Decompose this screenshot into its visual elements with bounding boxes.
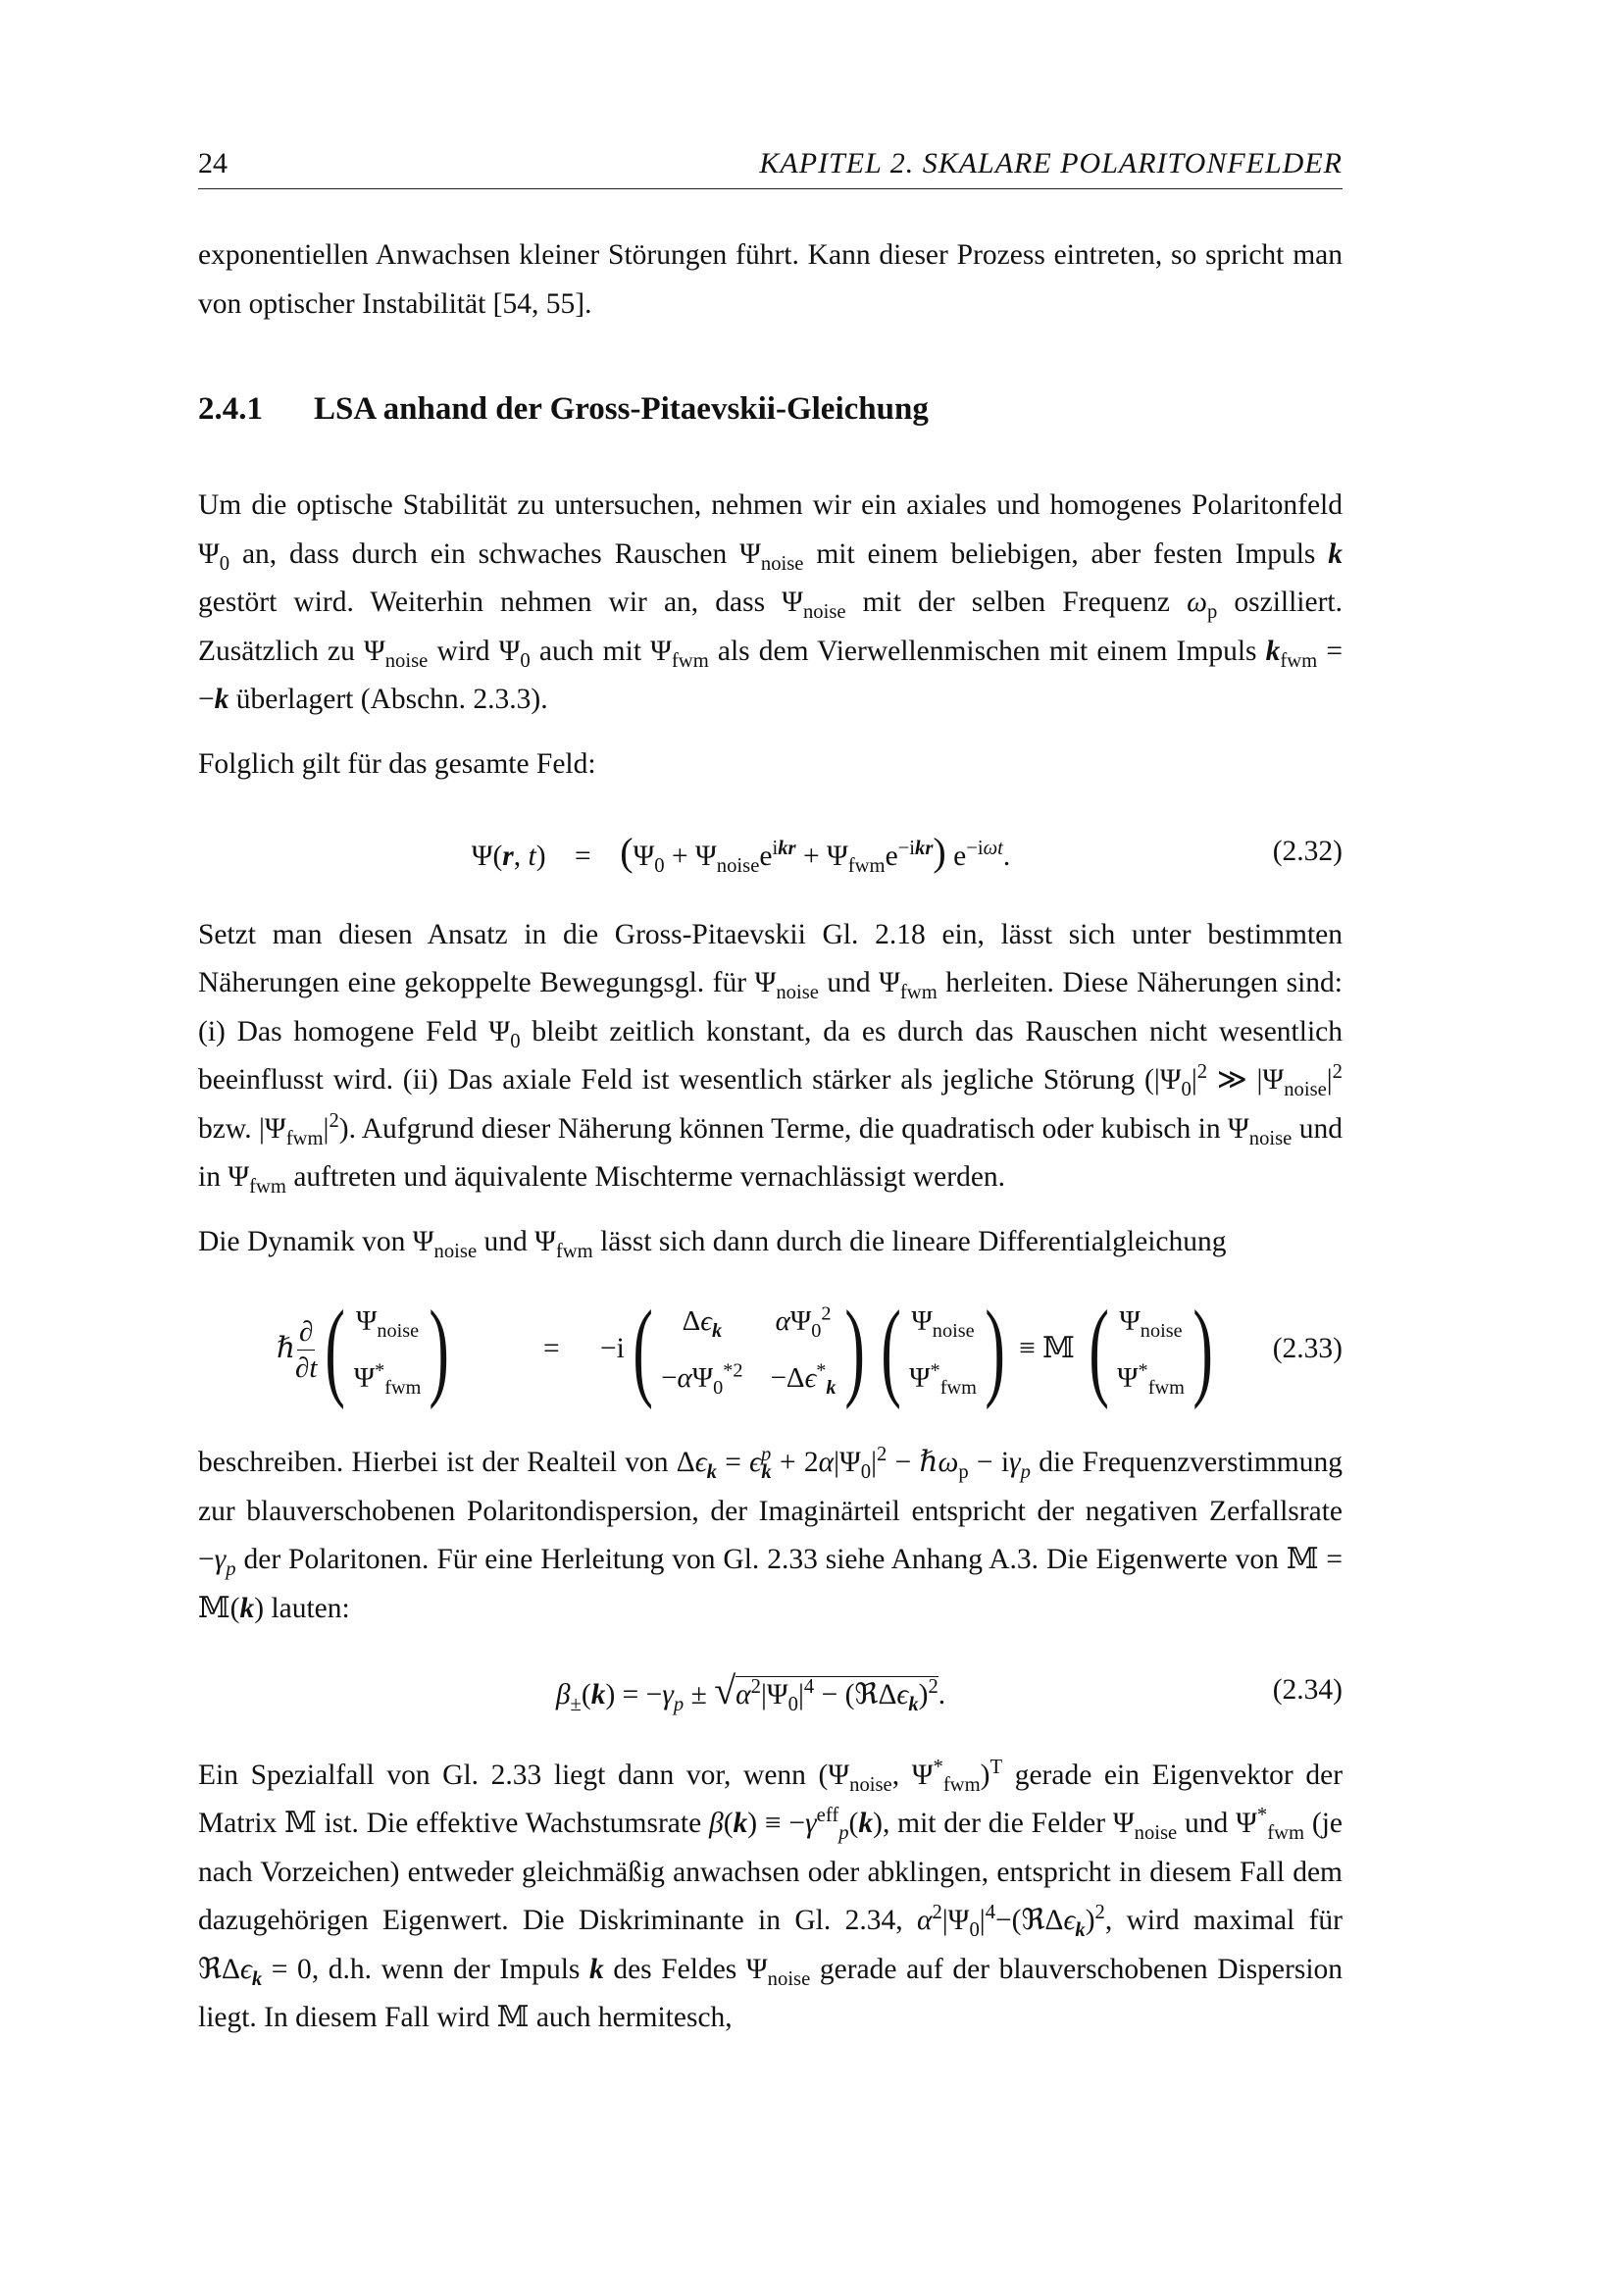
paragraph-5: beschreiben. Hierbei ist der Realteil von $\Delta\epsilon_k = \epsilon^p_k + 2\alpha|\Psi_0|^2$ − ℏω$_p$ − $i\gamma_p$ die Frequenzverstimmung zur blauverschobenen Polaritondispersion, der Imaginärteil entspricht der negativen Zerfallsrate $-\gamma_p$ der Polaritonen. Für eine Herleitung von Gl. 2.33 siehe Anhang A.3. Die Eigenwerte von 𝕄 = 𝕄(k) lauten:: [198, 1444, 1343, 1624]
equation-2-34: $\beta_\pm(k) = -\gamma_p \pm √\alpha^2|\Psi_0|^4$ − (ℜΔϵ$_k$)$^2$. (2.34): [555, 1668, 1343, 1715]
equation-number-2-32: (2.32): [1272, 836, 1343, 867]
intro-paragraph: exponentiellen Anwachsen kleiner Störungen führt. Kann dieser Prozess eintreten, so spricht man von optischer Instabilität [54, 55].: [198, 239, 1343, 320]
paragraph-4: Die Dynamik von $\Psi_{noise}$ und $\Psi_{fwm}$ lässt sich dann durch die lineare Differentialgleichung: [198, 1225, 1227, 1262]
section-title: LSA anhand der Gross-Pitaevskii-Gleichung: [314, 391, 929, 427]
paragraph-3: Setzt man diesen Ansatz in die Gross-Pitaevskii Gl. 2.18 ein, lässt sich unter bestimmten Näherungen eine gekoppelte Bewegungsgl. für $\Psi_{noise}$ und $\Psi_{fwm}$ herleiten. Diese Näherungen sind: (i) Das homogene Feld $\Psi_0$ bleibt zeitlich konstant, da es durch das Rauschen nicht wesentlich beeinflusst wird. (ii) Das axiale Feld ist wesentlich stärker als jegliche Störung ($|\Psi_0|^2$ ≫ $|\Psi_{noise}|^2$ bzw. $|\Psi_{fwm}|^2$). Aufgrund dieser Näherung können Terme, die quadratisch oder kubisch in $\Psi_{noise}$ und in $\Psi_{fwm}$ auftreten und äquivalente Mischterme vernachlässigt werden.: [198, 918, 1344, 1198]
body-text: [198, 231, 1343, 2043]
page-number: 24: [198, 147, 228, 179]
equation-2-33: ℏ $\frac{\partial}{\partial t}$ ( $\Psi_{noise}$ $\Psi^*_{fwm}$ ) = −i ( $\Delta\epsilon_k$ $\alpha\Psi_0^2$ $-\alpha\Psi_0^{*2}$ $-\Delta\epsilon^*_k$ ) ( $\Psi_{noise}$ $\Psi^*_{fwm}$ ) ≡ 𝕄 ( $\Psi_{noise}$ $\Psi^*_{fwm}$ ) (2.33): [277, 1289, 1343, 1410]
running-title: KAPITEL 2. SKALARE POLARITONFELDER: [759, 147, 1343, 179]
equation-number-2-34: (2.34): [1272, 1674, 1343, 1706]
equation-number-2-33: (2.33): [1272, 1333, 1343, 1365]
paragraph-6: Ein Spezialfall von Gl. 2.33 liegt dann vor, wenn ($\Psi_{noise}$, $\Psi^*_{fwm})^T$ gerade ein Eigenvektor der Matrix 𝕄 ist. Die effektive Wachstumsrate $\beta(k) \equiv -\gamma^{eff}_p(k)$, mit der die Felder $\Psi_{noise}$ und $\Psi^*_{fwm}$ (je nach Vorzeichen) entweder gleichmäßig anwachsen oder abklingen, entspricht in diesem Fall dem dazugehörigen Eigenwert. Die Diskriminante in Gl. 2.34, $\alpha^2|\Psi_0|^4-(ℜ\Delta\epsilon_k)^2$, wird maximal für ℜΔϵ$_k$ = 0, d.h. wenn der Impuls k des Feldes $\Psi_{noise}$ gerade auf der blauverschobenen Dispersion liegt. In diesem Fall wird 𝕄 auch hermitesch,: [198, 1756, 1344, 2033]
section-number: 2.4.1: [198, 391, 263, 427]
section-heading: [198, 389, 1343, 429]
partial-derivative: $\frac{\partial}{\partial t}$: [295, 1315, 318, 1384]
equation-2-32: Ψ(r, t) = $(\Psi_0 + \Psi_{noise}e^{ikr} + \Psi_{fwm}e^{-ikr})$ $e^{-i\omega t}$. (2.32): [471, 830, 1343, 877]
paragraph-1: Um die optische Stabilität zu untersuchen, nehmen wir ein axiales und homogenes Polaritonfeld $\Psi_0$ an, dass durch ein schwaches Rauschen $\Psi_{noise}$ mit einem beliebigen, aber festen Impuls k gestört wird. Weiterhin nehmen wir an, dass $\Psi_{noise}$ mit der selben Frequenz $\omega_p$ oszilliert. Zusätzlich zu $\Psi_{noise}$ wird $\Psi_0$ auch mit $\Psi_{fwm}$ als dem Vierwellenmischen mit einem Impuls $k_{fwm} = -k$ überlagert (Abschn. 2.3.3).: [198, 489, 1343, 715]
page-header: [198, 145, 1343, 189]
paragraph-2: Folglich gilt für das gesamte Feld:: [198, 747, 596, 780]
